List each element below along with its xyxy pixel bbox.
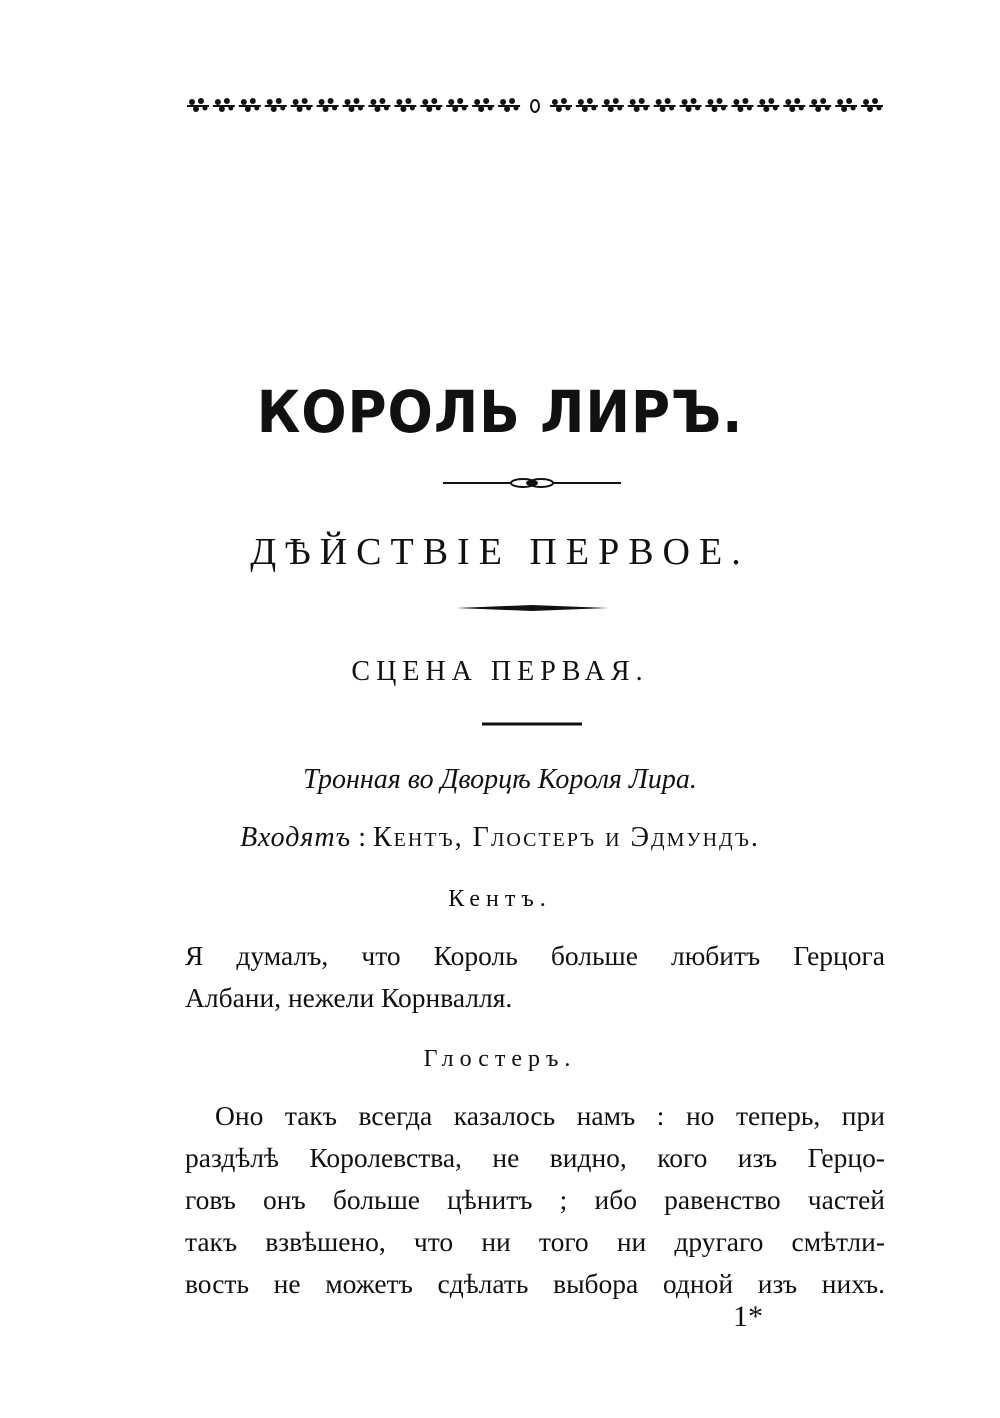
fleuron-ornament: [394, 98, 416, 112]
speech-line: Я думалъ, что Король больше любитъ Герцога: [185, 940, 885, 971]
ornamental-border: [185, 94, 885, 118]
fleuron-ornament: [420, 98, 442, 112]
fleuron-ornament: [187, 98, 209, 112]
signature-mark: 1*: [733, 1300, 763, 1333]
fleuron-ornament: [531, 100, 539, 112]
speech-line: вость не можетъ сдѣлать выбора одной изъ нихъ.: [185, 1268, 885, 1299]
fleuron-ornament: [550, 98, 572, 112]
stage-direction-enter: [0, 822, 1000, 854]
fleuron-ornament: [809, 98, 831, 112]
fleuron-ornament: [861, 98, 883, 112]
fleuron-ornament: [731, 98, 753, 112]
fleuron-ornament: [680, 98, 702, 112]
speaker-gloster: Глостеръ.: [423, 1046, 577, 1072]
speech-gloster: [185, 1095, 885, 1305]
fleuron-ornament: [628, 98, 650, 112]
fleuron-ornament: [446, 98, 468, 112]
enter-characters: Кентъ, Глостеръ и Эдмундъ.: [372, 822, 760, 853]
fleuron-ornament: [265, 98, 287, 112]
speech-line: раздѣлѣ Королевства, не видно, кого изъ Герцо-: [185, 1142, 885, 1173]
fleuron-ornament: [343, 98, 365, 112]
fleuron-ornament: [654, 98, 676, 112]
scene-heading: СЦЕНА ПЕРВАЯ.: [351, 656, 649, 687]
fleuron-ornament: [783, 98, 805, 112]
fleuron-ornament: [835, 98, 857, 112]
fleuron-ornament: [576, 98, 598, 112]
speech-line: говъ онъ больше цѣнитъ ; ибо равенство частей: [185, 1184, 885, 1215]
fleuron-ornament: [757, 98, 779, 112]
speaker-kent: Кентъ.: [448, 886, 552, 912]
fleuron-ornament: [498, 98, 520, 112]
stage-setting: Тронная во Дворцѣ Короля Лира.: [303, 764, 697, 795]
fleuron-ornament: [317, 98, 339, 112]
fleuron-ornament: [239, 98, 261, 112]
speech-line: Албани, нежели Корнвалля.: [185, 982, 513, 1013]
speech-line: такъ взвѣшено, что ни того ни другаго смѣтли-: [185, 1226, 885, 1257]
act-divider: [456, 602, 608, 614]
scene-divider: [482, 720, 582, 728]
enter-verb: Входятъ: [240, 822, 352, 853]
title-divider: [443, 476, 621, 490]
speech-line: Оно такъ всегда казалось намъ : но теперь, при: [215, 1100, 885, 1131]
speech-kent: [185, 935, 885, 1019]
fleuron-ornament: [602, 98, 624, 112]
fleuron-ornament: [472, 98, 494, 112]
fleuron-ornament: [291, 98, 313, 112]
play-title: КОРОЛЬ ЛИРЪ.: [256, 378, 744, 446]
fleuron-ornament: [368, 98, 390, 112]
enter-separator: :: [351, 822, 373, 853]
act-heading: ДѢЙСТВІЕ ПЕРВОЕ.: [250, 531, 750, 573]
fleuron-ornament: [705, 98, 727, 112]
fleuron-ornament: [213, 98, 235, 112]
